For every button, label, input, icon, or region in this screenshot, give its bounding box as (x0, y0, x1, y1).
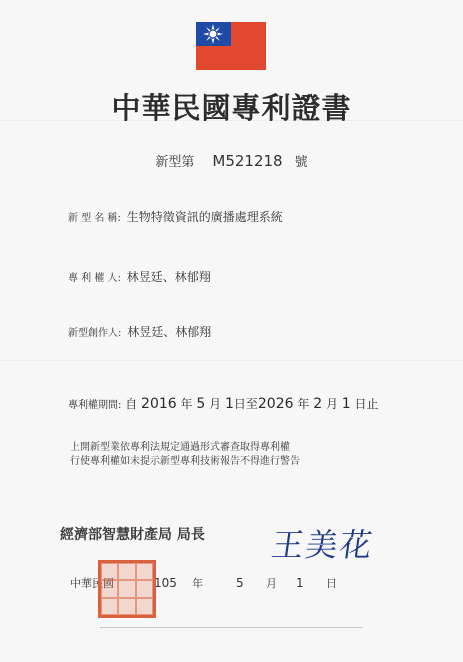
term-year-label: 年 (180, 397, 193, 411)
field-label: 新 型 名 稱: (68, 213, 121, 224)
date-month-label: 月 (266, 577, 277, 590)
footer-divider (100, 627, 363, 628)
field-creator (68, 323, 211, 340)
field-value: 林昱廷、林郁翔 (127, 325, 212, 339)
term-label: 專利權期間: (68, 400, 122, 411)
term-day-to: 日至 (233, 397, 258, 411)
field-patentee (68, 268, 211, 285)
date-day: 1 (296, 576, 304, 590)
official-seal-icon (98, 560, 156, 618)
certificate-title: 中華民國專利證書 (111, 91, 352, 125)
date-month: 5 (236, 576, 244, 590)
date-year-label: 年 (192, 577, 203, 590)
notice-text (70, 441, 300, 469)
term-from: 自 (125, 397, 138, 411)
field-value: 林昱廷、林郁翔 (126, 270, 211, 284)
term-month-label: 月 (325, 397, 338, 411)
official-title: 經濟部智慧財產局 局長 (60, 527, 205, 543)
notice-line: 行使專利權如未提示新型專利技術報告不得進行警告 (70, 456, 300, 467)
field-value: 生物特徵資訊的廣播處理系統 (126, 210, 283, 224)
certificate-number: M521218 (212, 152, 283, 170)
national-flag-icon (196, 22, 266, 70)
notice-line: 上開新型業依專利法規定通過形式審查取得專利權 (70, 442, 290, 453)
field-utility-model-name (68, 208, 283, 225)
director-signature: 王美花 (269, 526, 377, 564)
term-end-month: 2 (313, 396, 323, 412)
term-year-label: 年 (297, 397, 310, 411)
watermark-line (0, 360, 463, 361)
date-day-label: 日 (326, 577, 337, 590)
date-year: 105 (154, 576, 177, 590)
term-month-label: 月 (209, 397, 222, 411)
term-end-day: 1 (341, 396, 351, 412)
field-label: 新型創作人: (68, 328, 122, 339)
term-start-day: 1 (224, 396, 234, 412)
term-start-month: 5 (196, 396, 206, 412)
white-sun-icon (203, 24, 223, 44)
certificate-suffix: 號 (294, 155, 308, 170)
field-label: 專 利 權 人: (68, 273, 121, 284)
patent-term (68, 395, 379, 412)
date-prefix: 中華民國 (70, 577, 114, 590)
certificate-type-label: 新型第 (155, 155, 195, 170)
term-day-end: 日止 (354, 397, 379, 411)
certificate-number-line (0, 151, 463, 170)
term-start-year: 2016 (141, 396, 177, 412)
term-end-year: 2026 (257, 396, 294, 412)
